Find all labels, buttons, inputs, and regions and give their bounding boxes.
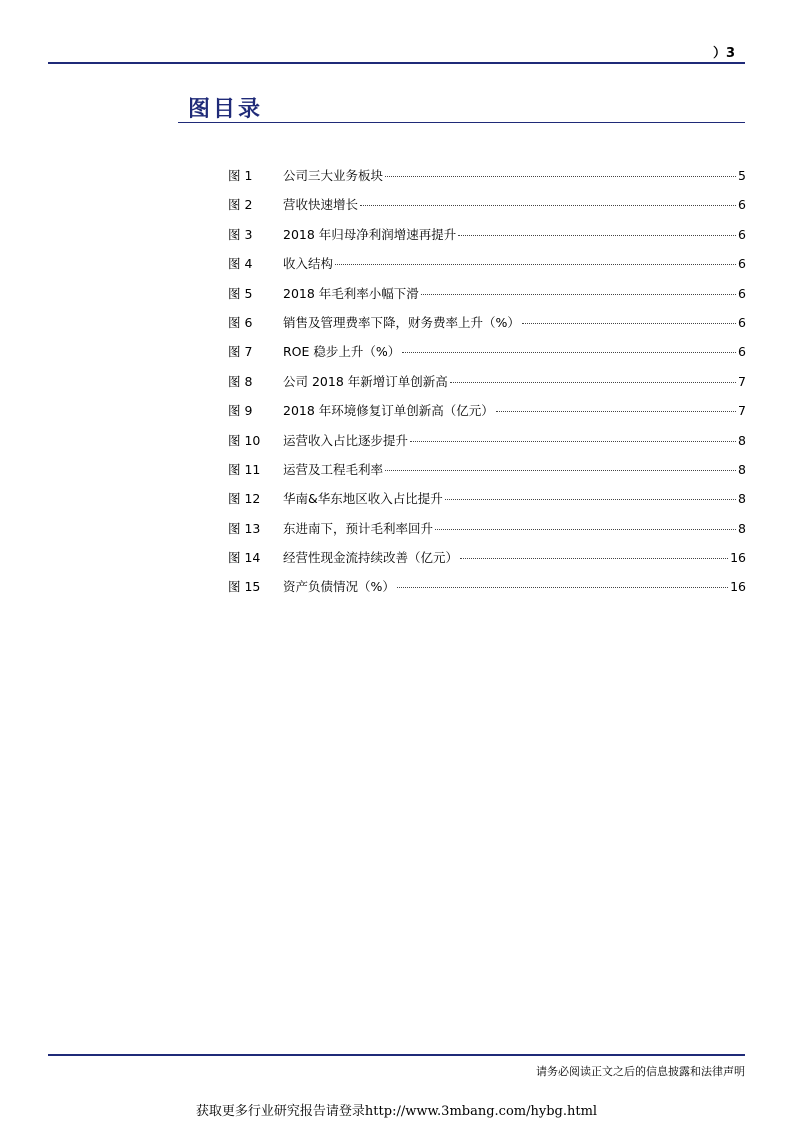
toc-entry-label: 图 4	[228, 256, 253, 272]
toc-entry-page: 8	[738, 461, 746, 477]
header-divider	[48, 62, 745, 64]
toc-entry-label: 图 7	[228, 344, 253, 360]
toc-entry-page: 16	[730, 550, 746, 566]
toc-entry-text: 收入结构	[283, 256, 334, 272]
toc-entry-label: 图 13	[228, 520, 261, 536]
toc-dot-leader	[385, 176, 736, 177]
toc-title: 图目录	[188, 97, 264, 122]
toc-entry-text: 运营收入占比逐步提升	[283, 432, 409, 448]
toc-entry[interactable]	[228, 519, 746, 548]
toc-entry[interactable]	[228, 577, 746, 606]
toc-entry[interactable]	[228, 401, 746, 430]
toc-entry-label: 图 2	[228, 197, 253, 213]
toc-entry-text: ROE 稳步上升（%）	[283, 344, 401, 360]
toc-dot-leader	[385, 470, 736, 471]
toc-entry[interactable]	[228, 313, 746, 342]
toc-entry-label: 图 5	[228, 285, 253, 301]
toc-dot-leader	[460, 558, 728, 559]
footer-watermark: 获取更多行业研究报告请登录http://www.3mbang.com/hybg.html	[195, 1104, 598, 1119]
toc-entry[interactable]	[228, 195, 746, 224]
toc-entry-page: 6	[738, 285, 746, 301]
toc-dot-leader	[458, 235, 736, 236]
toc-entry-text: 东进南下，预计毛利率回升	[283, 520, 434, 536]
toc-entry-label: 图 6	[228, 314, 253, 330]
toc-entry-page: 6	[738, 256, 746, 272]
toc-entry-text: 2018 年归母净利润增速再提升	[283, 226, 457, 242]
toc-entry-text: 销售及管理费率下降，财务费率上升（%）	[283, 314, 520, 330]
toc-entry-text: 2018 年环境修复订单创新高（亿元）	[283, 403, 494, 419]
toc-entry[interactable]	[228, 489, 746, 518]
title-divider	[178, 122, 745, 123]
toc-list	[228, 166, 746, 607]
toc-entry[interactable]	[228, 225, 746, 254]
toc-dot-leader	[335, 264, 736, 265]
toc-entry-label: 图 8	[228, 373, 253, 389]
toc-entry-page: 5	[738, 168, 746, 183]
toc-entry-text: 营收快速增长	[283, 197, 359, 213]
toc-entry-label: 图 15	[228, 579, 261, 595]
footer-disclaimer: 请务必阅读正文之后的信息披露和法律声明	[536, 1065, 745, 1078]
toc-entry-text: 运营及工程毛利率	[283, 461, 384, 477]
toc-entry-page: 8	[738, 432, 746, 448]
toc-entry-text: 公司 2018 年新增订单创新高	[283, 373, 448, 389]
toc-dot-leader	[360, 205, 736, 206]
toc-dot-leader	[450, 382, 736, 383]
toc-entry[interactable]	[228, 166, 746, 195]
toc-entry[interactable]	[228, 431, 746, 460]
toc-dot-leader	[402, 352, 736, 353]
toc-entry[interactable]	[228, 342, 746, 371]
toc-entry-page: 8	[738, 491, 746, 507]
toc-dot-leader	[421, 294, 736, 295]
toc-entry-page: 6	[738, 344, 746, 360]
toc-entry-label: 图 3	[228, 226, 253, 242]
toc-entry-page: 6	[738, 314, 746, 330]
toc-dot-leader	[410, 441, 736, 442]
toc-dot-leader	[435, 529, 736, 530]
toc-entry-text: 2018 年毛利率小幅下滑	[283, 285, 419, 301]
toc-entry-page: 8	[738, 520, 746, 536]
toc-entry[interactable]	[228, 254, 746, 283]
toc-entry[interactable]	[228, 284, 746, 313]
toc-dot-leader	[445, 499, 736, 500]
toc-dot-leader	[496, 411, 736, 412]
toc-entry-label: 图 10	[228, 432, 261, 448]
toc-entry-label: 图 12	[228, 491, 261, 507]
toc-entry-label: 图 1	[228, 168, 253, 183]
toc-entry-page: 6	[738, 197, 746, 213]
toc-entry-label: 图 11	[228, 461, 261, 477]
toc-entry-page: 16	[730, 579, 746, 595]
toc-entry-text: 公司三大业务板块	[283, 168, 384, 183]
toc-entry-page: 6	[738, 226, 746, 242]
footer-divider	[48, 1054, 745, 1056]
toc-entry-page: 7	[738, 373, 746, 389]
toc-entry-text: 资产负债情况（%）	[283, 579, 395, 595]
page-number: ）3	[712, 46, 735, 61]
toc-entry-label: 图 9	[228, 403, 253, 419]
toc-entry-text: 经营性现金流持续改善（亿元）	[283, 550, 459, 566]
toc-dot-leader	[522, 323, 736, 324]
toc-entry-page: 7	[738, 403, 746, 419]
toc-entry-text: 华南&华东地区收入占比提升	[283, 491, 443, 507]
toc-entry[interactable]	[228, 548, 746, 577]
toc-dot-leader	[397, 587, 728, 588]
toc-entry[interactable]	[228, 460, 746, 489]
toc-entry-label: 图 14	[228, 550, 261, 566]
toc-entry[interactable]	[228, 372, 746, 401]
